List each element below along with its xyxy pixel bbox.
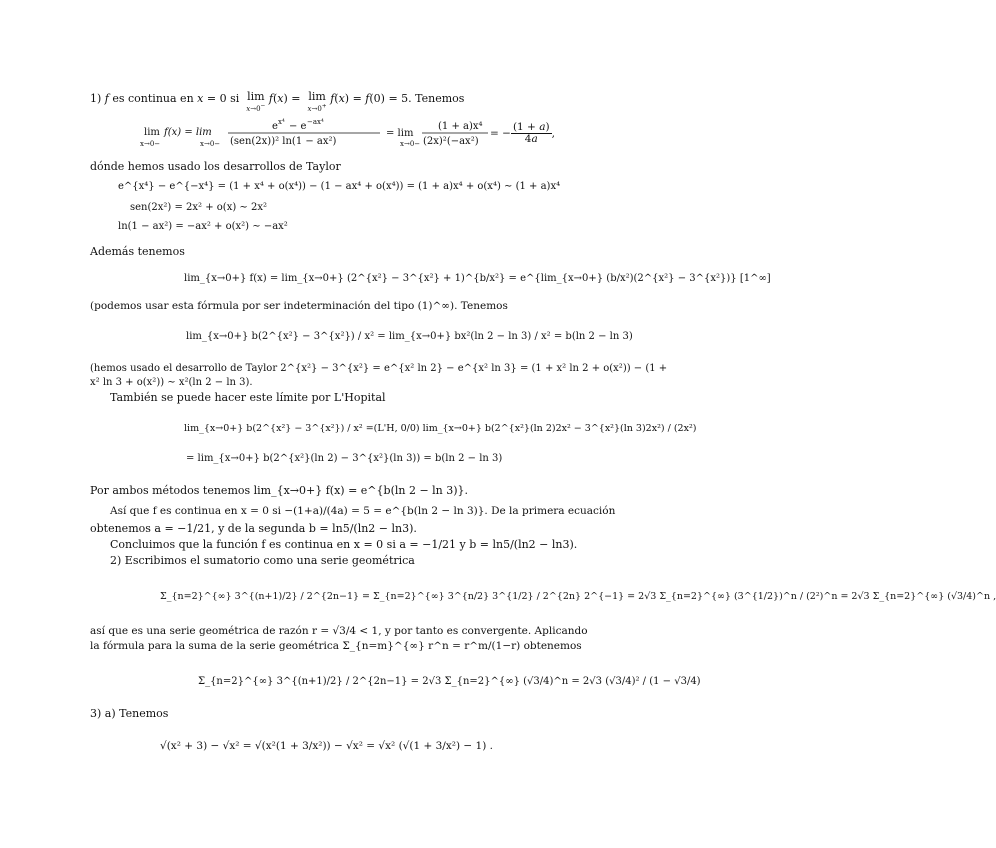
svg-text:= lim: = lim	[386, 128, 414, 139]
taylor-exp: e^{x⁴} − e^{−x⁴} = (1 + x⁴ + o(x⁴)) − (1 − ax⁴ + o(x⁴)) = (1 + a)x⁴ + o(x⁴) ∼ (1 + a)x⁴	[118, 181, 561, 192]
ademas-tenemos: Además tenemos	[90, 245, 185, 258]
svg-text:(sen(2x))² ln(1 − ax²): (sen(2x))² ln(1 − ax²)	[230, 136, 337, 147]
equation-left-limit	[140, 118, 520, 150]
svg-text:lim: lim	[144, 127, 160, 138]
equation-lhopital-2: = lim_{x→0+} b(2^{x²}(ln 2) − 3^{x²}(ln 3)) = b(ln 2 − ln 3)	[186, 453, 503, 464]
svg-text:(2x)²(−ax²): (2x)²(−ax²)	[423, 136, 479, 147]
item-1-intro: 1) f es continua en x = 0 si lim x→0− f(x) = lim x→0+ f(x) = f(0) = 5. Tenemos	[90, 90, 465, 114]
taylor-log: ln(1 − ax²) = −ax² + o(x²) ∼ −ax²	[118, 221, 288, 232]
taylor-note-line1: (hemos usado el desarrollo de Taylor 2^{x²} − 3^{x²} = e^{x² ln 2} − e^{x² ln 3} = (1 + x² ln 2 + o(x²)) − (1 +	[90, 363, 668, 374]
svg-text:− e: − e	[289, 121, 307, 132]
equation-left-limit-result: = − $\frac{(1 + a)}{4a}$,	[490, 121, 555, 145]
solve-a-b: obtenemos a = −1/21, y de la segunda b = ln5/(ln2 − ln3).	[90, 522, 417, 535]
svg-text:f(x) = lim: f(x) = lim	[164, 127, 212, 138]
equation-right-limit: lim_{x→0+} f(x) = lim_{x→0+} (2^{x²} − 3^{x²} + 1)^{b/x²} = e^{lim_{x→0+} (b/x²)(2^{x²} − 3^{x²})} [1^∞]	[184, 273, 771, 284]
equation-lhopital-1: lim_{x→0+} b(2^{x²} − 3^{x²}) / x² =(L'H, 0/0) lim_{x→0+} b(2^{x²}(ln 2)2x² − 3^{x²}(ln 3)2x²) / (2x²)	[184, 423, 697, 434]
equation-series-sum: Σ_{n=2}^{∞} 3^{(n+1)/2} / 2^{2n−1} = 2√3 Σ_{n=2}^{∞} (√3/4)^n = 2√3 (√3/4)² / (1 − √3/4)	[198, 676, 701, 687]
both-methods: Por ambos métodos tenemos lim_{x→0+} f(x) = e^{b(ln 2 − ln 3)}.	[90, 484, 469, 497]
svg-text:x⁴: x⁴	[278, 118, 285, 126]
taylor-note-line2: x² ln 3 + o(x²)) ∼ x²(ln 2 − ln 3).	[90, 377, 253, 388]
svg-text:(1 + a)x⁴: (1 + a)x⁴	[438, 121, 483, 132]
equation-left-limit-graphic	[140, 118, 520, 152]
indeterminacy-note: (podemos usar esta fórmula por ser indeterminación del tipo (1)^∞). Tenemos	[90, 300, 508, 312]
svg-text:x→0−: x→0−	[140, 140, 161, 148]
item-2-intro: 2) Escribimos el sumatorio como una serie geométrica	[110, 554, 415, 567]
equation-root-difference: √(x² + 3) − √x² = √(x²(1 + 3/x²)) − √x² = √x² (√(1 + 3/x²) − 1) .	[160, 740, 493, 752]
taylor-intro: dónde hemos usado los desarrollos de Taylor	[90, 160, 341, 173]
taylor-sin: sen(2x²) = 2x² + o(x) ∼ 2x²	[130, 202, 267, 213]
continuity-condition: Así que f es continua en x = 0 si −(1+a)/(4a) = 5 = e^{b(ln 2 − ln 3)}. De la primera ecuación	[110, 505, 616, 517]
svg-text:x→0−: x→0−	[400, 140, 421, 148]
geometric-sum-formula: la fórmula para la suma de la serie geométrica Σ_{n=m}^{∞} r^n = r^m/(1−r) obtenemos	[90, 640, 582, 652]
svg-text:e: e	[272, 121, 278, 132]
geometric-ratio-note: así que es una serie geométrica de razón r = √3/4 < 1, y por tanto es convergente. Aplicando	[90, 625, 588, 637]
svg-text:−ax⁴: −ax⁴	[307, 118, 324, 126]
equation-exponent-limit: lim_{x→0+} b(2^{x²} − 3^{x²}) / x² = lim_{x→0+} bx²(ln 2 − ln 3) / x² = b(ln 2 − ln 3)	[186, 331, 633, 342]
lhopital-intro: También se puede hacer este límite por L'Hopital	[110, 391, 386, 404]
conclusion-1: Concluimos que la función f es continua en x = 0 si a = −1/21 y b = ln5/(ln2 − ln3).	[110, 538, 578, 551]
equation-series-rewrite: Σ_{n=2}^{∞} 3^{(n+1)/2} / 2^{2n−1} = Σ_{n=2}^{∞} 3^{n/2} 3^{1/2} / 2^{2n} 2^{−1} = 2√3 Σ_{n=2}^{∞} (3^{1/2})^n / (2²)^n = 2√3 Σ_{n=2}^{∞} (√3/4)^n ,	[160, 591, 996, 602]
svg-text:x→0−: x→0−	[200, 140, 221, 148]
item-3a-intro: 3) a) Tenemos	[90, 707, 169, 720]
